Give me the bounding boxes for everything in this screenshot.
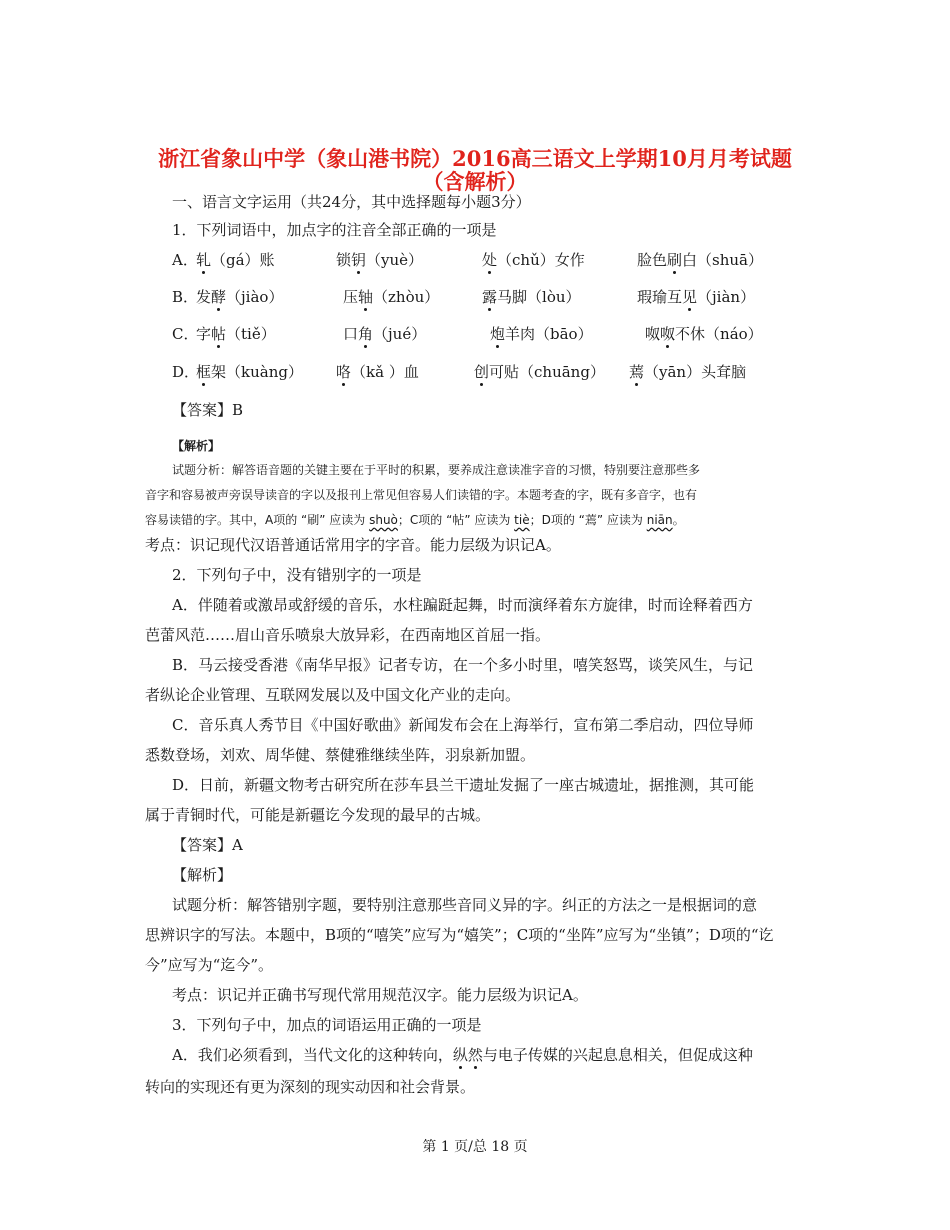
q1-option-b-item-1: 发酵（jiào）: [196, 288, 284, 306]
q1-option-c-label: C．: [172, 325, 199, 343]
q2-option-c-line-1: C．音乐真人秀节目《中国好歌曲》新闻发布会在上海举行，宣布第二季启动，四位导师: [172, 716, 754, 734]
q2-analysis-line-1: 试题分析：解答错别字题，要特别注意那些音同义异的字。纠正的方法之一是根据词的意: [172, 896, 758, 914]
q1-analysis-line-1: 试题分析：解答语音题的关键主要在于平时的积累，要养成注意读准字音的习惯，特别要注意那些多: [172, 463, 701, 477]
question-3-stem: 3．下列句子中，加点的词语运用正确的一项是: [172, 1016, 482, 1034]
q2-analysis-line-2: 思辨识字的写法。本题中，B项的“嘻笑”应写为“嬉笑”；C项的“坐阵”应写为“坐镇”；D项的“讫: [145, 926, 774, 944]
q1-analysis-line-2: 音字和容易被声旁误导读音的字以及报刊上常见但容易人们读错的字。本题考查的字，既有多音字，也有: [145, 488, 698, 502]
q1-option-c-item-2: 口角（jué）: [343, 325, 427, 343]
q2-option-b-line-2: 者纵论企业管理、互联网发展以及中国文化产业的走向。: [145, 686, 521, 704]
q1-analysis-label: 【解析】: [172, 439, 221, 453]
q3-option-a-line-2: 转向的实现还有更为深刻的现实动因和社会背景。: [145, 1078, 476, 1096]
q2-answer: 【答案】A: [172, 836, 243, 854]
question-2-stem: 2．下列句子中，没有错别字的一项是: [172, 566, 422, 584]
q1-option-a-item-2: 锁钥（yuè）: [336, 251, 424, 269]
q2-option-a-line-1: A．伴随着或激昂或舒缓的音乐，水柱蹁跹起舞，时而演绎着东方旋律，时而诠释着西方: [172, 596, 753, 614]
q1-option-a-item-4: 脸色刷白（shuā）: [637, 251, 763, 269]
section-heading: 一、语言文字运用（共24分，其中选择题每小题3分）: [172, 193, 531, 211]
q1-answer: 【答案】B: [172, 401, 244, 419]
page-footer: 第 1 页/总 18 页: [422, 1139, 528, 1155]
q2-option-b-line-1: B．马云接受香港《南华早报》记者专访，在一个多小时里，嘻笑怒骂，谈笑风生，与记: [172, 656, 754, 674]
q1-kaodian: 考点：识记现代汉语普通话常用字的字音。能力层级为识记A。: [145, 536, 561, 554]
q1-option-b-item-2: 压轴（zhòu）: [343, 288, 440, 306]
q2-option-a-line-2: 芭蕾风范……眉山音乐喷泉大放异彩，在西南地区首屈一指。: [145, 626, 551, 644]
q1-option-a-item-1: 轧（gá）账: [196, 251, 275, 269]
q1-option-d-item-3: 创可贴（chuāng）: [474, 363, 605, 381]
q2-option-d-line-2: 属于青铜时代，可能是新疆讫今发现的最早的古城。: [145, 806, 491, 824]
question-1-stem: 1．下列词语中，加点字的注音全部正确的一项是: [172, 221, 497, 239]
q1-option-c-item-1: 字帖（tiě）: [196, 325, 276, 343]
q1-option-c-item-4: 呶呶不休（náo）: [645, 325, 763, 343]
q1-option-d-label: D．: [172, 363, 200, 381]
q2-analysis-line-3: 今”应写为“迄今”。: [145, 956, 274, 974]
q2-kaodian: 考点：识记并正确书写现代常用规范汉字。能力层级为识记A。: [172, 986, 588, 1004]
q1-option-d-item-2: 咯（kǎ ）血: [336, 363, 419, 381]
q1-analysis-line-3: 容易读错的字。其中，A项的 “刷” 应读为 shuò；C项的 “帖” 应读为 tiè；D项的 “蔫” 应读为 niān。: [145, 513, 685, 527]
q1-option-d-item-4: 蔫（yān）头耷脑: [629, 363, 747, 381]
q1-option-d-item-1: 框架（kuàng）: [196, 363, 303, 381]
q1-option-c-item-3: 炮羊肉（bāo）: [490, 325, 593, 343]
q1-option-b-item-4: 瑕瑜互见（jiàn）: [637, 288, 756, 306]
q1-option-a-item-3: 处（chǔ）女作: [482, 251, 585, 269]
q2-option-d-line-1: D．日前，新疆文物考古研究所在莎车县兰干遗址发掘了一座古城遗址，据推测，其可能: [172, 776, 755, 794]
q1-option-b-item-3: 露马脚（lòu）: [482, 288, 581, 306]
document-title: 浙江省象山中学（象山港书院）2016高三语文上学期10月月考试题: [158, 146, 792, 171]
q1-option-a-label: A．: [172, 251, 198, 269]
q3-option-a-line-1: A．我们必须看到，当代文化的这种转向，纵然与电子传媒的兴起息息相关，但促成这种: [172, 1046, 753, 1064]
q1-option-b-label: B．: [172, 288, 199, 306]
document-title-sub: （含解析）: [422, 169, 528, 194]
q2-option-c-line-2: 悉数登场，刘欢、周华健、蔡健雅继续坐阵，羽泉新加盟。: [145, 746, 536, 764]
q2-analysis-label: 【解析】: [172, 866, 233, 884]
